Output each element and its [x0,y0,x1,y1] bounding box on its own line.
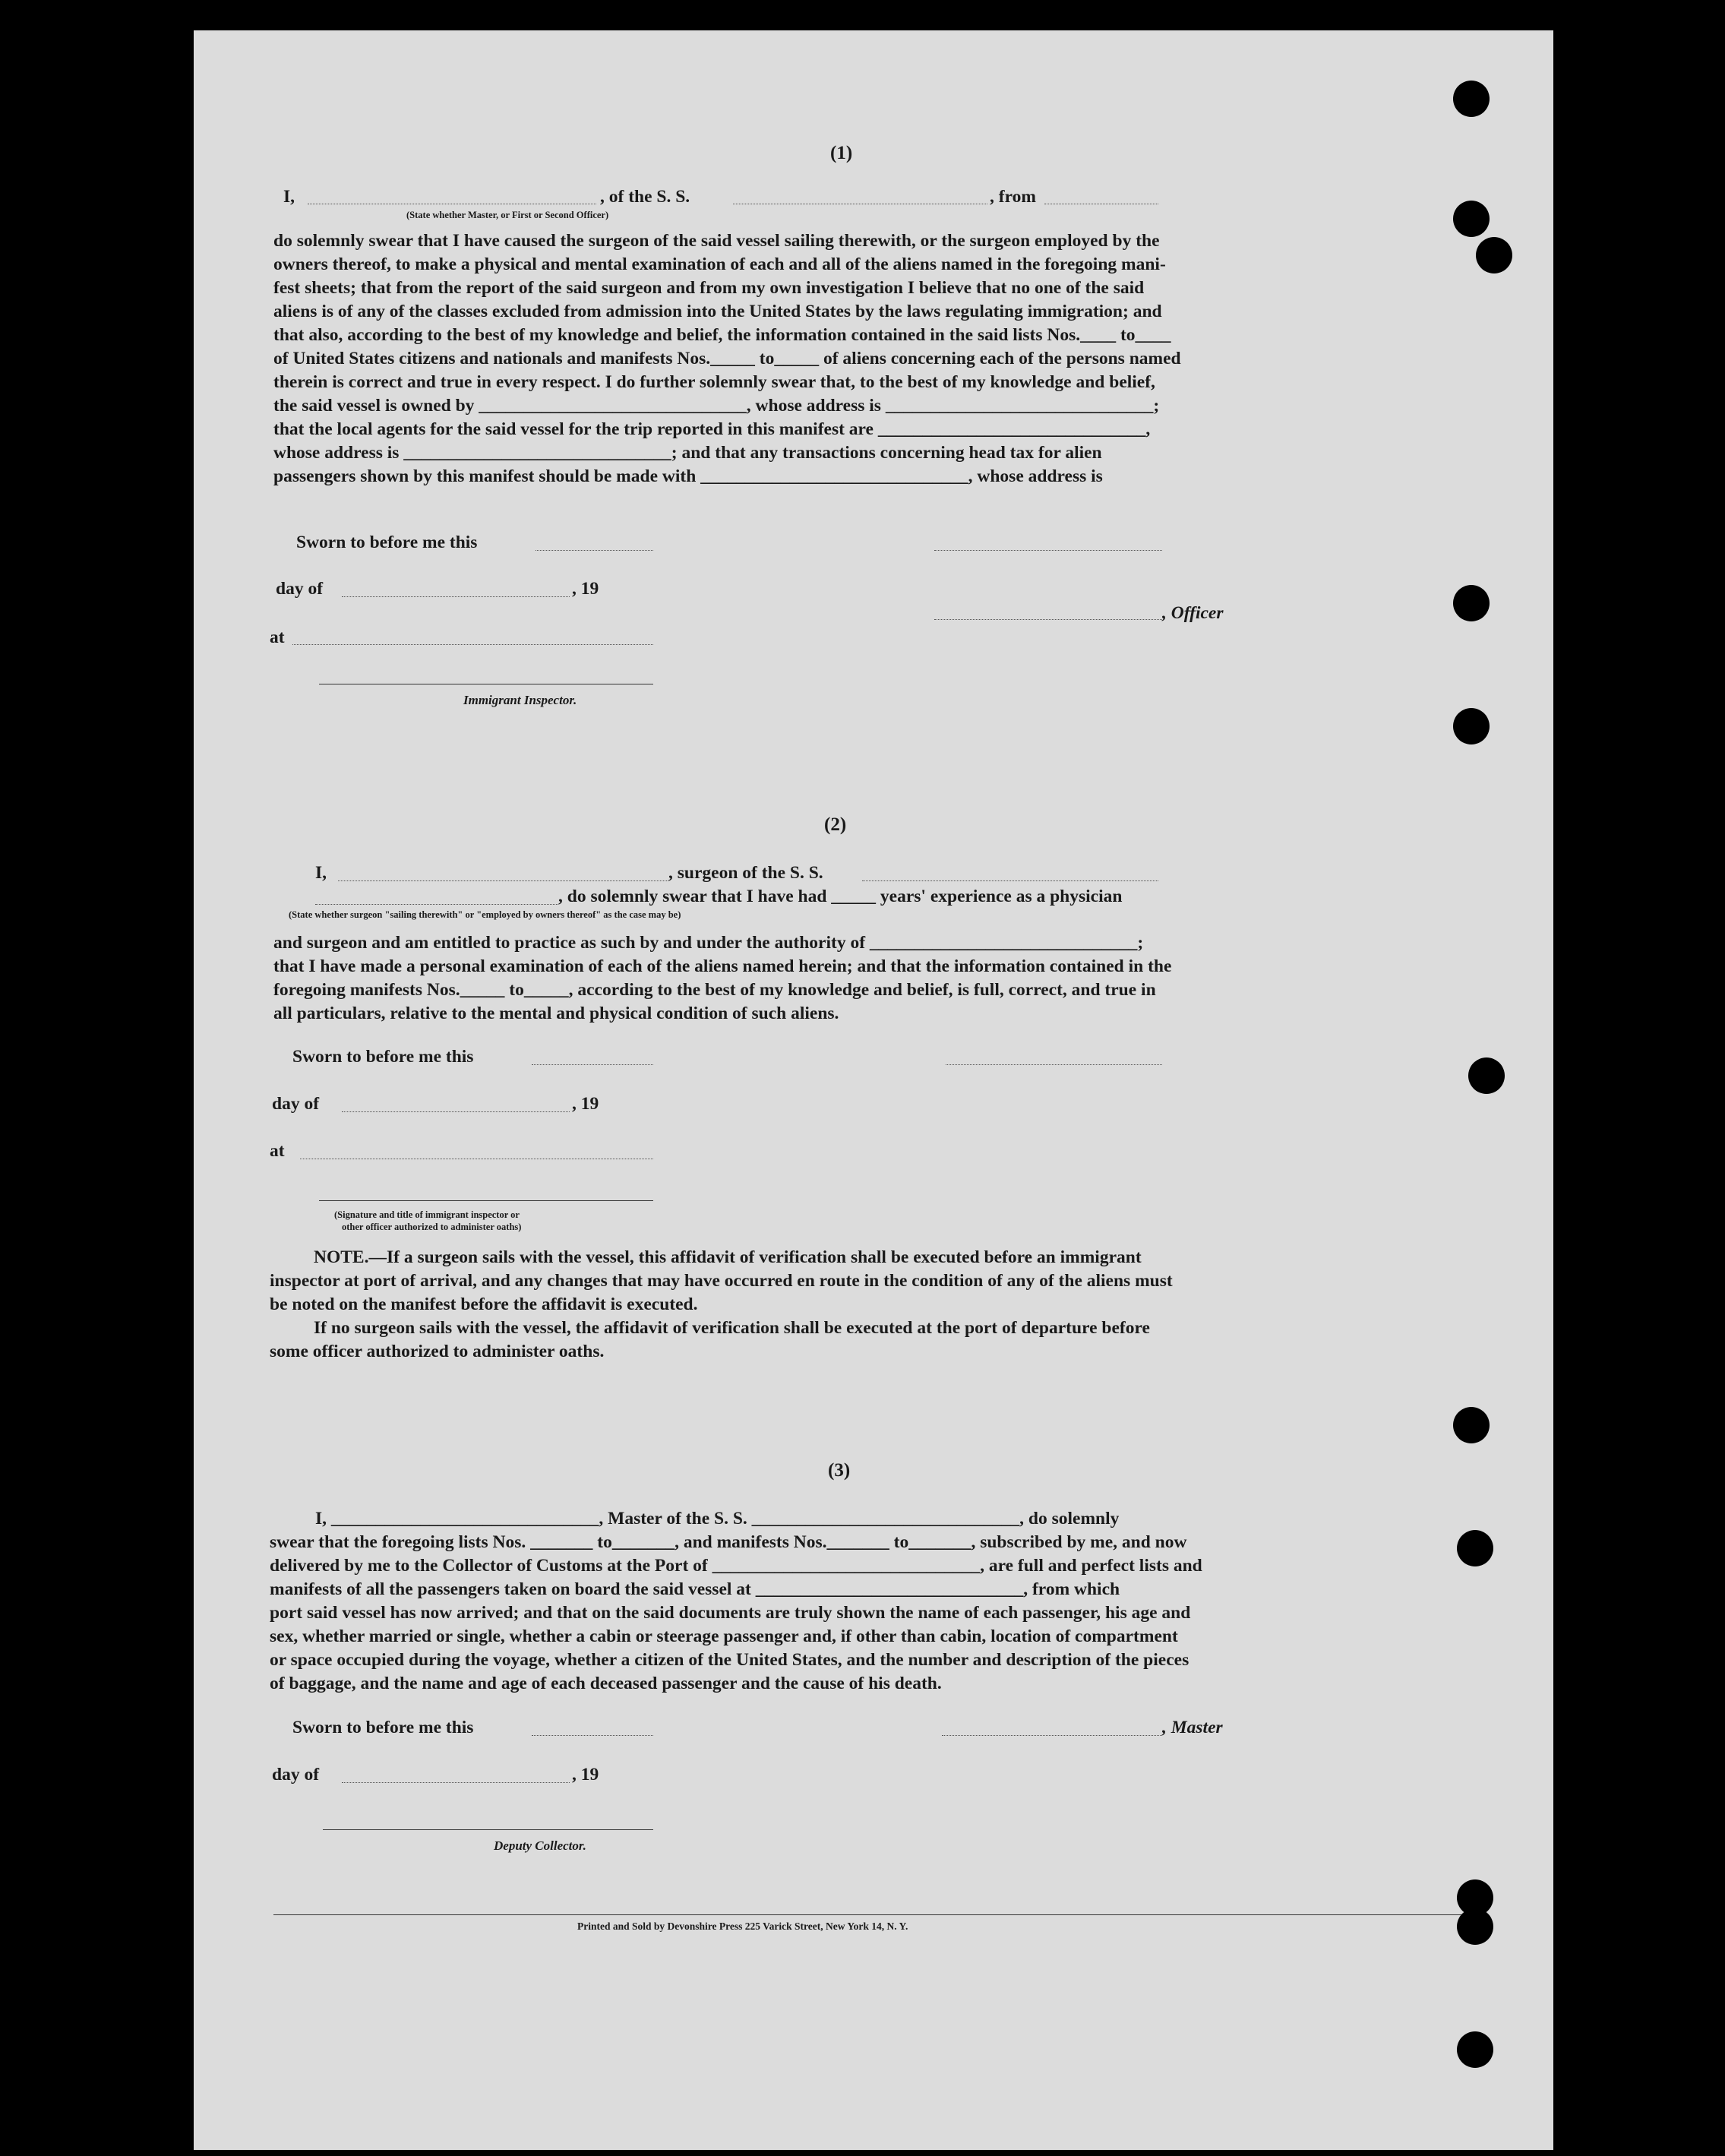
binder-hole [1453,1407,1490,1443]
note-line: inspector at port of arrival, and any changes that may have occurred en route in the condition of any of the aliens must [270,1271,1173,1291]
binder-hole [1457,1530,1493,1566]
section-1-inspector: Immigrant Inspector. [463,693,577,707]
section-2-line: foregoing manifests Nos._____ to_____, according to the best of my knowledge and belief, is full, correct, and true in [273,980,1156,1000]
section-1-opening-i: I, [283,187,295,207]
section-2-line: and surgeon and am entitled to practice as such by and under the authority of ______________________________; [273,933,1144,953]
note-line: some officer authorized to administer oaths. [270,1342,605,1361]
section-2-at: at [270,1141,285,1161]
note-line: If no surgeon sails with the vessel, the affidavit of verification shall be executed at the port of departure before [314,1318,1150,1338]
section-3-day-of: day of [272,1765,320,1785]
section-1-at: at [270,628,285,647]
section-1-line: passengers shown by this manifest should be made with ______________________________, whose address is [273,466,1103,486]
section-1-line: of United States citizens and nationals and manifests Nos._____ to_____ of aliens concerning each of the persons named [273,349,1181,368]
binder-hole [1468,1057,1505,1094]
section-3-year: , 19 [572,1765,599,1785]
section-1-officer: , Officer [1162,603,1224,623]
section-2-sig-line2: other officer authorized to administer oaths) [342,1222,522,1232]
section-1-line: that the local agents for the said vessel for the trip reported in this manifest are ______________________________, [273,419,1151,439]
section-1-year: , 19 [572,579,599,599]
section-3-sworn: Sworn to before me this [292,1718,474,1737]
section-1-line: therein is correct and true in every respect. I do further solemnly swear that, to the best of my knowledge and belief, [273,372,1155,392]
section-2-sworn: Sworn to before me this [292,1047,474,1067]
binder-hole [1453,201,1490,237]
binder-hole [1453,585,1490,621]
section-1-day-of: day of [276,579,324,599]
section-1-line: that also, according to the best of my knowledge and belief, the information contained in the said lists Nos.____ to____ [273,325,1171,345]
section-1-line: whose address is ______________________________; and that any transactions concerning head tax for alien [273,443,1102,463]
section-2-i: I, [315,863,327,883]
section-3-line: I, ______________________________, Master of the S. S. ______________________________, do solemnly [315,1509,1120,1528]
section-3-line: or space occupied during the voyage, whether a citizen of the United States, and the number and description of the pieces [270,1650,1189,1670]
section-2-year: , 19 [572,1094,599,1114]
section-1-line: owners thereof, to make a physical and mental examination of each and all of the aliens named in the foregoing mani- [273,254,1166,274]
section-2-day-of: day of [272,1094,320,1114]
section-1-line: the said vessel is owned by ______________________________, whose address is ______________________________; [273,396,1160,416]
section-1-sworn: Sworn to before me this [296,533,478,552]
section-1-ss: , of the S. S. [600,187,690,207]
section-2-line: that I have made a personal examination of each of the aliens named herein; and that the information contained in the [273,956,1172,976]
binder-hole [1457,2031,1493,2068]
note-line: NOTE.—If a surgeon sails with the vessel, this affidavit of verification shall be executed before an immigrant [314,1247,1142,1267]
section-3-line: of baggage, and the name and age of each deceased passenger and the cause of his death. [270,1674,942,1693]
manifest-back-page [194,30,1553,2150]
binder-hole [1453,708,1490,744]
section-1-heading: (1) [830,143,853,163]
section-3-master: , Master [1162,1718,1223,1737]
binder-hole [1457,1908,1493,1945]
section-3-deputy: Deputy Collector. [494,1838,586,1853]
section-2-line: all particulars, relative to the mental and physical condition of such aliens. [273,1004,839,1023]
section-3-line: sex, whether married or single, whether a cabin or steerage passenger and, if other than cabin, location of compartment [270,1626,1178,1646]
section-2-sig-line1: (Signature and title of immigrant inspector or [334,1209,520,1220]
section-1-opening-hint: (State whether Master, or First or Second Officer) [406,210,609,220]
note-line: be noted on the manifest before the affidavit is executed. [270,1295,698,1314]
section-1-line: do solemnly swear that I have caused the surgeon of the said vessel sailing therewith, or the surgeon employed by the [273,231,1160,251]
section-3-line: port said vessel has now arrived; and that on the said documents are truly shown the name of each passenger, his age and [270,1603,1191,1623]
printer-footer: Printed and Sold by Devonshire Press 225 Varick Street, New York 14, N. Y. [577,1920,908,1932]
binder-hole [1476,237,1512,273]
section-2-swear: , do solemnly swear that I have had _____ years' experience as a physician [558,887,1123,906]
section-2-heading: (2) [824,814,847,835]
section-3-line: swear that the foregoing lists Nos. _______ to_______, and manifests Nos._______ to_______, subscribed by me, and now [270,1532,1187,1552]
section-3-line: manifests of all the passengers taken on board the said vessel at ______________________________, from which [270,1579,1120,1599]
section-2-surgeon-of: , surgeon of the S. S. [668,863,823,883]
section-1-from: , from [990,187,1036,207]
section-1-line: fest sheets; that from the report of the said surgeon and from my own investigation I believe that no one of the said [273,278,1145,298]
section-3-heading: (3) [828,1460,851,1481]
section-1-line: aliens is of any of the classes excluded from admission into the United States by the laws regulating immigration; and [273,302,1162,321]
binder-hole [1453,81,1490,117]
section-2-hint: (State whether surgeon "sailing therewith" or "employed by owners thereof" as the case may be) [289,909,681,920]
section-3-line: delivered by me to the Collector of Customs at the Port of ______________________________, are full and perfect lists and [270,1556,1202,1576]
